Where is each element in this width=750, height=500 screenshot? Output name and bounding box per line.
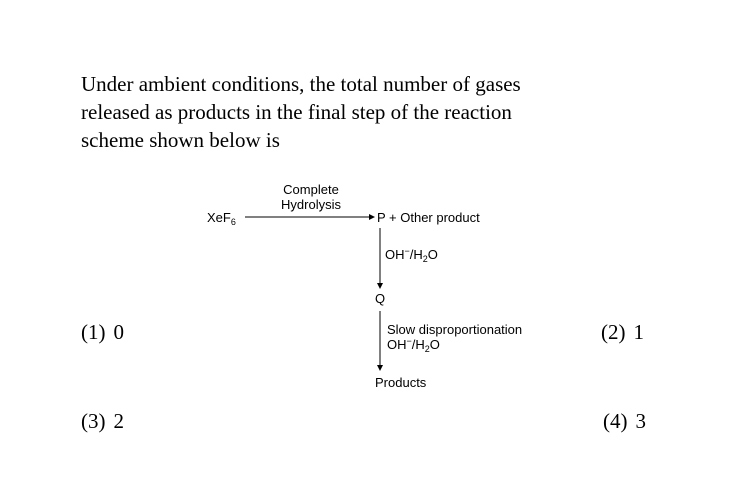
option-3[interactable] — [81, 409, 124, 433]
step1-label — [262, 182, 360, 212]
option-2-number: (2) — [601, 320, 626, 344]
intermediate-q: Q — [375, 291, 386, 306]
reactant-subscript: 6 — [230, 217, 236, 227]
step3-o: O — [429, 337, 440, 352]
step2-o: O — [427, 247, 438, 262]
step2-oh: OH — [385, 247, 405, 262]
question-line-3: scheme shown below is — [81, 128, 280, 152]
option-2-value: 1 — [633, 320, 644, 344]
option-4-value: 3 — [635, 409, 646, 433]
option-1-value: 0 — [113, 320, 124, 344]
question-line-1: Under ambient conditions, the total number of gases — [81, 72, 521, 96]
option-4-number: (4) — [603, 409, 628, 433]
option-3-value: 2 — [113, 409, 124, 433]
reactant-xef6 — [207, 210, 236, 225]
step1-label-line2: Hydrolysis — [281, 197, 341, 212]
step3-condition — [387, 322, 522, 352]
question-line-2: released as products in the final step of the reaction — [81, 100, 512, 124]
step2-slash-h: /H — [409, 247, 423, 262]
step2-minus: − — [404, 246, 410, 256]
step3-subscript: 2 — [424, 344, 430, 354]
option-1-number: (1) — [81, 320, 106, 344]
final-products: Products — [375, 375, 427, 390]
step3-slash-h: /H — [411, 337, 425, 352]
option-3-number: (3) — [81, 409, 106, 433]
step3-minus: − — [406, 336, 412, 346]
product-p: P + Other product — [377, 210, 480, 225]
step3-oh: OH — [387, 337, 407, 352]
step2-condition — [385, 247, 438, 262]
step3-label-line2 — [387, 337, 522, 352]
step1-label-line1: Complete — [283, 182, 339, 197]
option-2[interactable] — [601, 320, 644, 344]
reactant-base: XeF — [207, 210, 231, 225]
option-1[interactable] — [81, 320, 124, 344]
option-4[interactable] — [603, 409, 646, 433]
step2-subscript: 2 — [422, 254, 428, 264]
step3-label-line1: Slow disproportionation — [387, 322, 523, 337]
